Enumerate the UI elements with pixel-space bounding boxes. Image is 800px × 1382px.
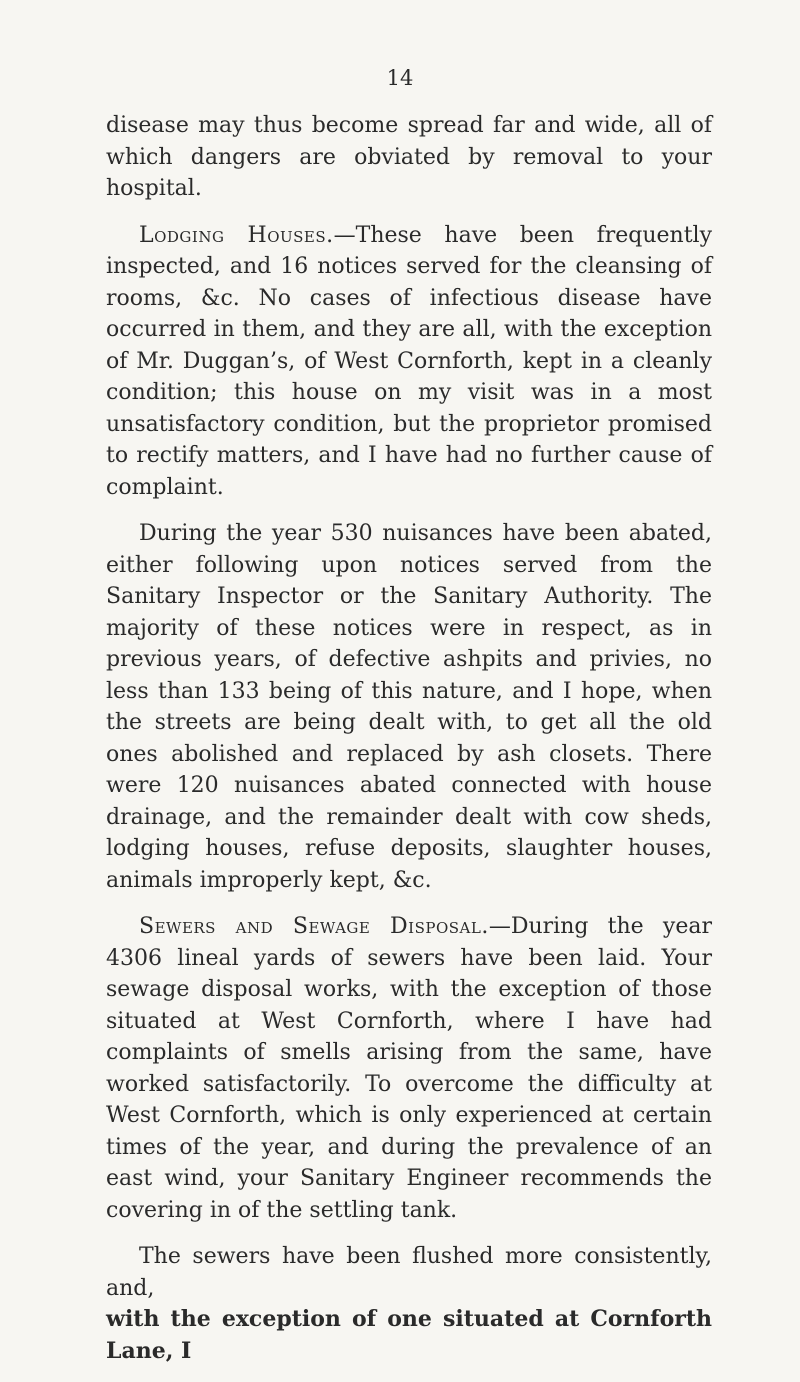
paragraph-text: disease may thus become spread far and wide, all of which dangers are obviated by removal to your hospital. xyxy=(106,113,712,201)
paragraph-text: —During the year 4306 lineal yards of sewers have been laid. Your sewage disposal works, with the exception of those situated at West Cornforth, where I have had complaints of smells arising from the same, have worked satisfactorily. To overcome the difficulty at West Cornforth, which is only experienced at certain times of the year, and during the prevalence of an east wind, your Sanitary Engineer recommends the covering in of the settling tank. xyxy=(106,914,712,1223)
paragraph-flushing xyxy=(106,1241,712,1367)
paragraph-nuisances xyxy=(106,518,712,896)
paragraph-continuation xyxy=(106,110,712,205)
paragraph-sewers xyxy=(106,911,712,1226)
paragraph-text: —These have been frequently inspected, and 16 notices served for the cleansing of rooms, &c. No cases of infectious disease have occurred in them, and they are all, with the exception of Mr. Duggan’s, of West Cornforth, kept in a cleanly condition; this house on my visit was in a most unsatisfactory condition, but the proprietor promised to rectify matters, and I have had no further cause of complaint. xyxy=(106,222,713,500)
body-text xyxy=(106,110,712,1382)
page-number: 14 xyxy=(386,66,414,90)
paragraph-last-line: with the exception of one situated at Cornforth Lane, I xyxy=(106,1306,712,1364)
section-heading-lodging-houses: Lodging Houses. xyxy=(139,222,334,248)
paragraph-text: The sewers have been flushed more consistently, and, xyxy=(106,1244,712,1301)
section-heading-sewers: Sewers and Sewage Disposal. xyxy=(139,914,489,939)
paragraph-text: During the year 530 nuisances have been abated, either following upon notices served from the Sanitary Inspector or the Sanitary Authority. The majority of these notices were in respect, as in previous years, of defective ashpits and privies, no less than 133 being of this nature, and I hope, when the streets are being dealt with, to get all the old ones abolished and replaced by ash closets. There were 120 nuisances abated connected with house drainage, and the remainder dealt with cow sheds, lodging houses, refuse deposits, slaughter houses, animals improperly kept, &c. xyxy=(106,521,712,893)
paragraph-lodging-houses xyxy=(106,220,712,504)
